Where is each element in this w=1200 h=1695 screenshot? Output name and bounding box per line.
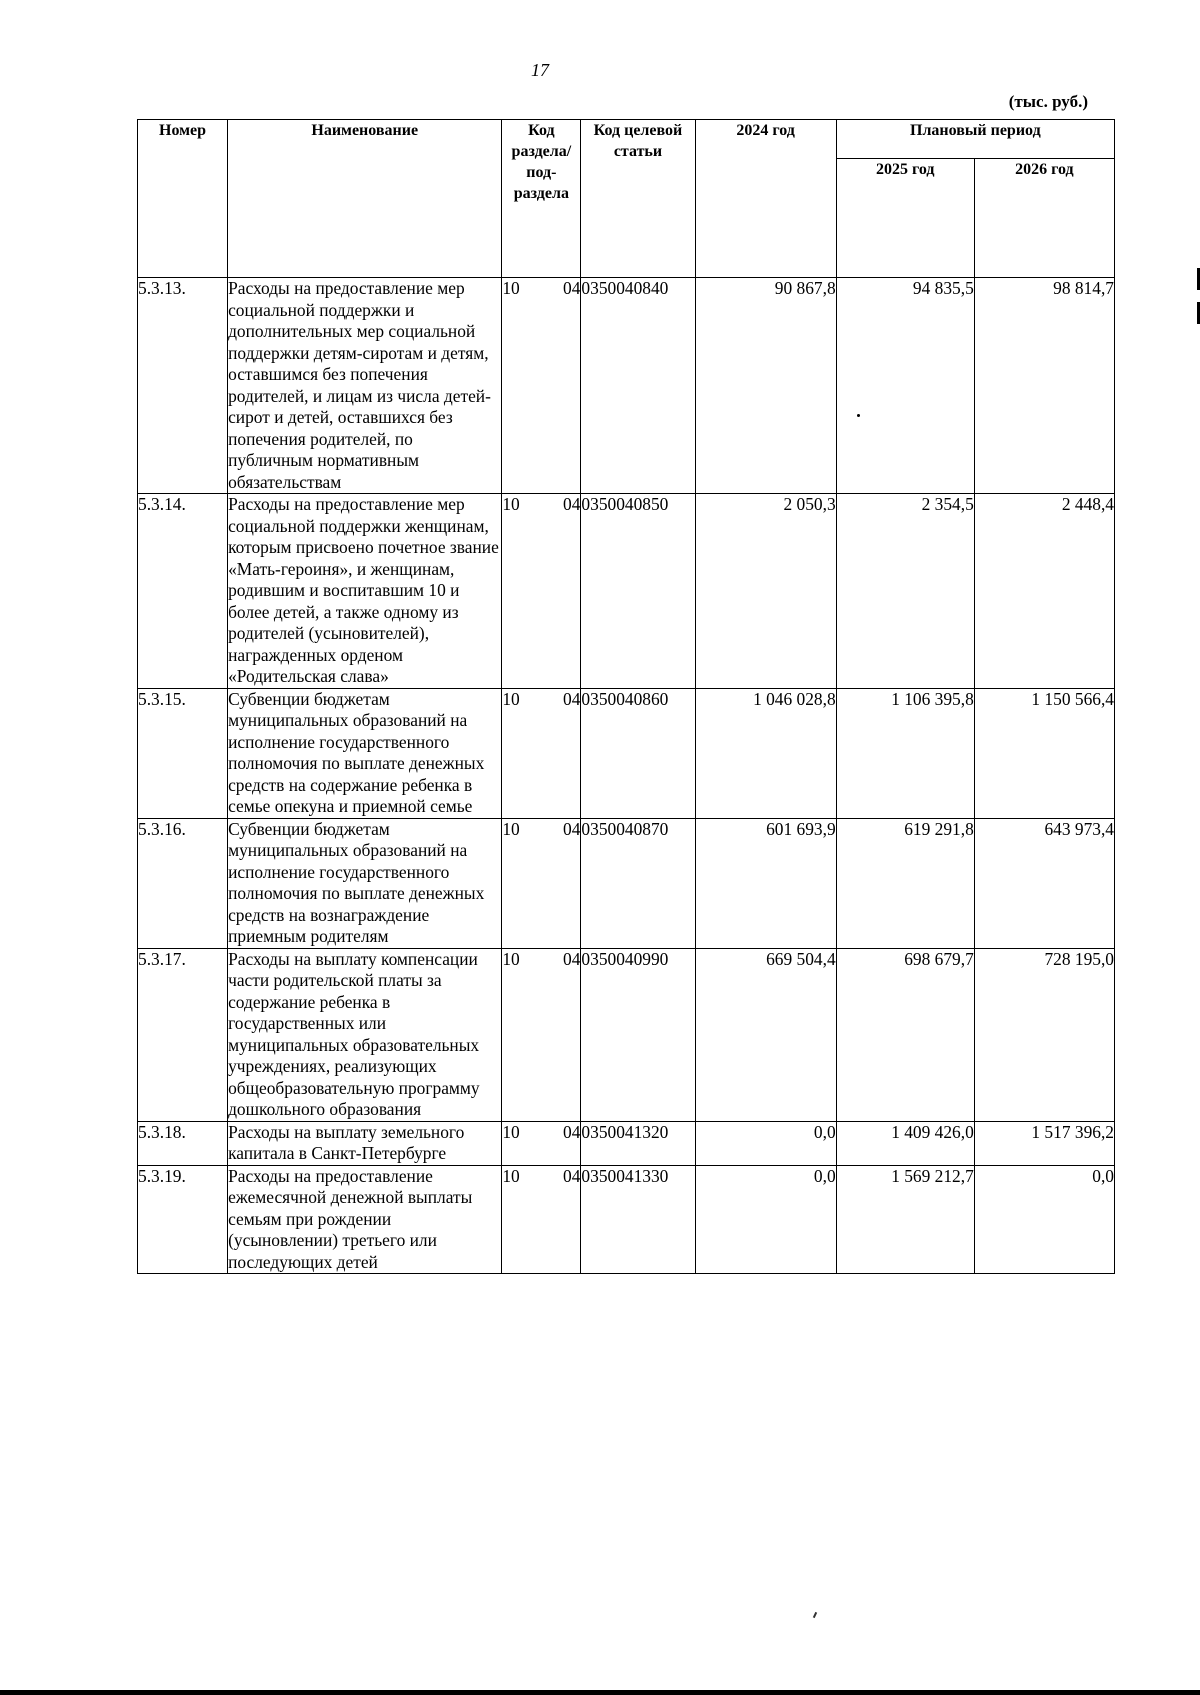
row-amount-2024: 669 504,4: [695, 948, 836, 1121]
row-podrazdel: 04: [563, 818, 581, 839]
row-amount-2024: 601 693,9: [695, 818, 836, 948]
row-number: 5.3.19.: [138, 1165, 228, 1274]
table-row: [138, 1121, 1115, 1165]
row-number: 5.3.16.: [138, 818, 228, 948]
row-amount-2025: 698 679,7: [836, 948, 974, 1121]
scan-speck: [857, 414, 860, 417]
row-razdel-cell: [502, 818, 581, 948]
row-amount-2025: 2 354,5: [836, 494, 974, 689]
row-name: Расходы на выплату земельного капитала в Санкт-Петербурге: [228, 1121, 502, 1165]
row-amount-2025: 1 409 426,0: [836, 1121, 974, 1165]
row-number: 5.3.14.: [138, 494, 228, 689]
row-name: Субвенции бюджетам муниципальных образований на исполнение государственного полномочия по выплате денежных средств на вознаграждение приемным родителям: [228, 818, 502, 948]
header-2024: 2024 год: [695, 120, 836, 278]
row-target-code: 0350040870: [581, 818, 695, 948]
row-podrazdel: 04: [563, 1121, 581, 1142]
header-number: Номер: [138, 120, 228, 278]
budget-table: [137, 119, 1115, 1274]
row-razdel-cell: [502, 278, 581, 494]
row-amount-2024: 1 046 028,8: [695, 688, 836, 818]
row-name: Расходы на предоставление мер социальной поддержки женщинам, которым присвоено почетное звание «Мать-героиня», и женщинам, родившим и воспитавшим 10 и более детей, а также одному из родителей (усыновителей), награжденных орденом «Родительская слава»: [228, 494, 502, 689]
row-number: 5.3.17.: [138, 948, 228, 1121]
table-row: [138, 1165, 1115, 1274]
row-amount-2026: 98 814,7: [974, 278, 1114, 494]
row-name: Расходы на выплату компенсации части родительской платы за содержание ребенка в государственных или муниципальных образовательных учреждениях, реализующих общеобразовательную программу дошкольного образования: [228, 948, 502, 1121]
row-podrazdel: 04: [563, 494, 581, 514]
row-razdel: 10: [502, 278, 520, 298]
row-podrazdel: 04: [563, 278, 581, 298]
header-planned-period: Плановый период: [836, 120, 1114, 159]
row-target-code: 0350040860: [581, 688, 695, 818]
row-target-code: 0350040990: [581, 948, 695, 1121]
header-row: [138, 120, 1115, 159]
row-target-code: 0350041330: [581, 1165, 695, 1274]
row-razdel-cell: [502, 494, 581, 689]
row-amount-2025: 1 106 395,8: [836, 688, 974, 818]
scan-speck: [813, 1612, 817, 1618]
row-target-code: 0350041320: [581, 1121, 695, 1165]
row-razdel: 10: [502, 1165, 520, 1186]
row-amount-2026: 728 195,0: [974, 948, 1114, 1121]
row-razdel-cell: [502, 1121, 581, 1165]
row-amount-2025: 94 835,5: [836, 278, 974, 494]
row-number: 5.3.15.: [138, 688, 228, 818]
row-name: Субвенции бюджетам муниципальных образований на исполнение государственного полномочия по выплате денежных средств на содержание ребенка в семье опекуна и приемной семье: [228, 688, 502, 818]
row-razdel: 10: [502, 688, 520, 709]
row-amount-2024: 2 050,3: [695, 494, 836, 689]
row-podrazdel: 04: [563, 1165, 581, 1186]
header-2026: 2026 год: [974, 159, 1114, 278]
row-razdel: 10: [502, 948, 520, 969]
scan-edge-bar: [0, 1690, 1200, 1695]
row-razdel: 10: [502, 1121, 520, 1142]
row-name: Расходы на предоставление ежемесячной денежной выплаты семьям при рождении (усыновлении) третьего или последующих детей: [228, 1165, 502, 1274]
table-row: [138, 494, 1115, 689]
row-amount-2026: 0,0: [974, 1165, 1114, 1274]
row-name: Расходы на предоставление мер социальной поддержки и дополнительных мер социальной поддержки детям-сиротам и детям, оставшимся без попечения родителей, и лицам из числа детей-сирот и детей, оставшихся без попечения родителей, по публичным нормативным обязательствам: [228, 278, 502, 494]
row-number: 5.3.13.: [138, 278, 228, 494]
header-2025: 2025 год: [836, 159, 974, 278]
page-number: 17: [531, 60, 549, 80]
row-target-code: 0350040850: [581, 494, 695, 689]
row-amount-2026: 1 150 566,4: [974, 688, 1114, 818]
header-target-code: Код целевой статьи: [581, 120, 695, 278]
row-amount-2024: 90 867,8: [695, 278, 836, 494]
row-razdel: 10: [502, 494, 520, 514]
table-row: [138, 818, 1115, 948]
table-row: [138, 948, 1115, 1121]
row-podrazdel: 04: [563, 688, 581, 709]
row-amount-2024: 0,0: [695, 1121, 836, 1165]
row-amount-2025: 1 569 212,7: [836, 1165, 974, 1274]
row-razdel-cell: [502, 948, 581, 1121]
row-amount-2025: 619 291,8: [836, 818, 974, 948]
row-target-code: 0350040840: [581, 278, 695, 494]
row-podrazdel: 04: [563, 948, 581, 969]
row-razdel-cell: [502, 688, 581, 818]
row-razdel: 10: [502, 818, 520, 839]
table-row: [138, 688, 1115, 818]
row-amount-2026: 2 448,4: [974, 494, 1114, 689]
table-row: [138, 278, 1115, 494]
header-name: Наименование: [228, 120, 502, 278]
row-amount-2026: 643 973,4: [974, 818, 1114, 948]
row-amount-2026: 1 517 396,2: [974, 1121, 1114, 1165]
units-label: (тыс. руб.): [1008, 92, 1088, 111]
row-number: 5.3.18.: [138, 1121, 228, 1165]
header-razdel: Код раздела/ под-раздела: [502, 120, 581, 278]
row-razdel-cell: [502, 1165, 581, 1274]
row-amount-2024: 0,0: [695, 1165, 836, 1274]
